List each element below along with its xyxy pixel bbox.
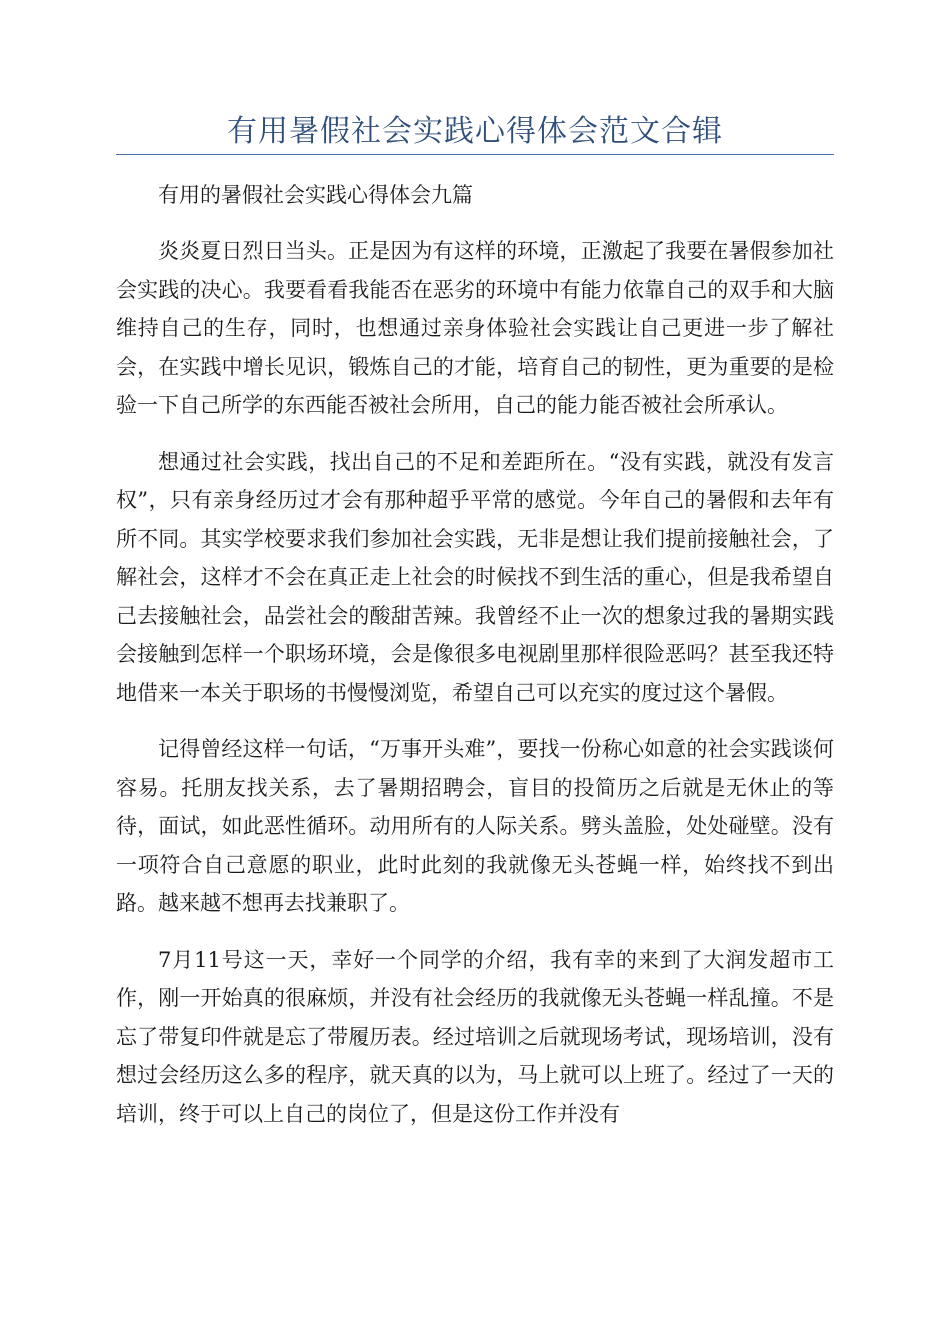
paragraph-4: 7月11号这一天，幸好一个同学的介绍，我有幸的来到了大润发超市工作，刚一开始真的很麻烦，并没有社会经历的我就像无头苍蝇一样乱撞。不是忘了带复印件就是忘了带履历表。经过培训之后就现场考试，现场培训，没有想过会经历这么多的程序，就天真的以为，马上就可以上班了。经过了一天的培训，终于可以上自己的岗位了，但是这份工作并没有: [116, 947, 834, 1126]
document-subtitle: 有用的暑假社会实践心得体会九篇: [158, 183, 473, 207]
paragraph-3: 记得曾经这样一句话，“万事开头难”，要找一份称心如意的社会实践谈何容易。托朋友找关系，去了暑期招聘会，盲目的投简历之后就是无休止的等待，面试，如此恶性循环。动用所有的人际关系。劈头盖脸，处处碰壁。没有一项符合自己意愿的职业，此时此刻的我就像无头苍蝇一样，始终找不到出路。越来越不想再去找兼职了。: [116, 737, 834, 915]
paragraph-2: 想通过社会实践，找出自己的不足和差距所在。“没有实践，就没有发言权”，只有亲身经历过才会有那种超乎平常的感觉。今年自己的暑假和去年有所不同。其实学校要求我们参加社会实践，无非是想让我们提前接触社会，了解社会，这样才不会在真正走上社会的时候找不到生活的重心，但是我希望自己去接触社会，品尝社会的酸甜苦辣。我曾经不止一次的想象过我的暑期实践会接触到怎样一个职场环境，会是像很多电视剧里那样很险恶吗？甚至我还特地借来一本关于职场的书慢慢浏览，希望自己可以充实的度过这个暑假。: [116, 449, 834, 705]
document-body: [116, 178, 834, 1151]
title-underline: [116, 154, 834, 155]
document-title: 有用暑假社会实践心得体会范文合辑: [227, 114, 723, 149]
paragraph-1: 炎炎夏日烈日当头。正是因为有这样的环境，正激起了我要在暑假参加社会实践的决心。我要看看我能否在恶劣的环境中有能力依靠自己的双手和大脑维持自己的生存，同时，也想通过亲身体验社会实践让自己更进一步了解社会，在实践中增长见识，锻炼自己的才能，培育自己的韧性，更为重要的是检验一下自己所学的东西能否被社会所用，自己的能力能否被社会所承认。: [116, 239, 834, 417]
